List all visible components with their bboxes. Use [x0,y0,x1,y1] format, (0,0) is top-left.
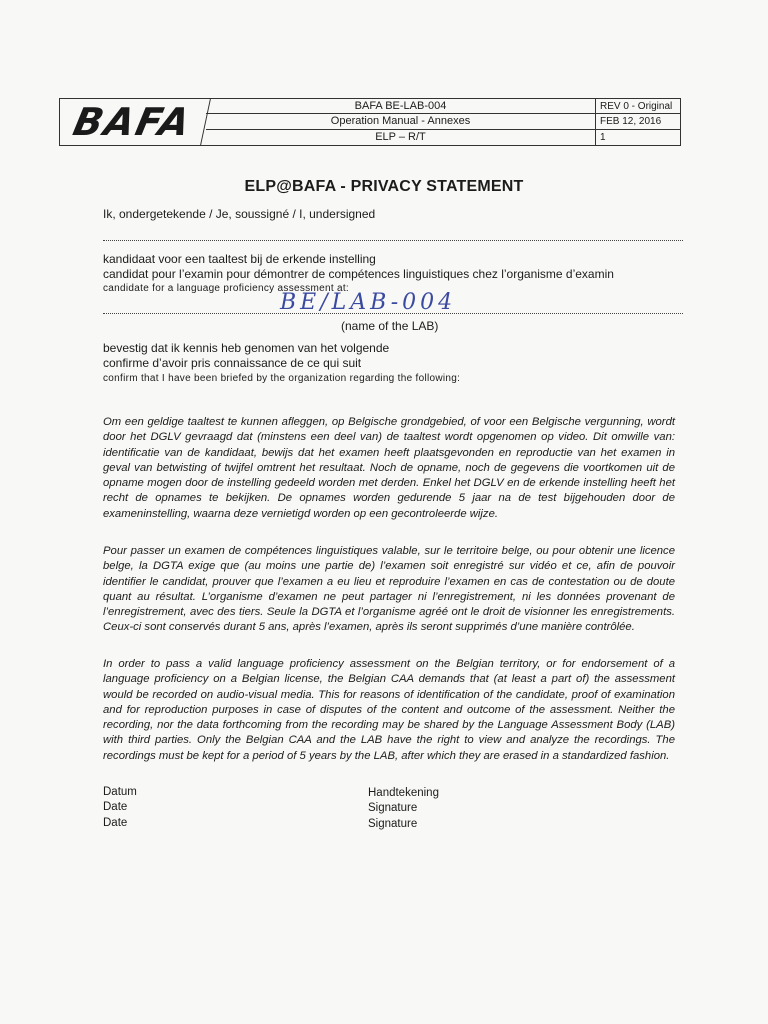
date-label-en: Date [103,817,128,829]
signature-label-fr: Signature [368,802,418,814]
header-table [59,98,681,146]
date-label-nl: Datum [103,786,137,798]
lab-handwritten-entry: BE/LAB-004 [280,290,457,315]
lab-fill-line [103,313,683,314]
paragraph-fr: Pour passer un examen de compétences linguistiques valable, sur le territoire belge, ou pour obtenir une licence belge, la DGTA exige que (au moins une partie de) l’examen soit enregistré sur vidéo et ce, afin de pouvoir identifier le candidat, prouver que l’examen a eu lieu et reproduire l’examen en cas de contestation ou de doute quant au résultat. L’organisme d’examen ne peut partager ni l’enregistrement, ni les données provenant de l’enregistrement, avec des tiers. Seule la DGTA et l’organisme agréé ont le droit de visionner les enregistrements. Ceux-ci sont conservés durant 5 ans, après l’examen, après ils seront supprimés d’une manière contrôlée. [103,545,675,634]
section-cell: ELP – R/T [206,130,596,145]
candidate-fr: candidat pour l’examin pour démontrer de compétences linguistiques chez l’organisme d’examin [103,267,614,281]
manual-cell: Operation Manual - Annexes [206,114,596,129]
doc-id-cell: BAFA BE-LAB-004 [206,99,596,114]
lab-caption: (name of the LAB) [341,319,439,333]
revision-cell: REV 0 - Original [596,99,680,114]
page-number-cell: 1 [600,131,606,143]
paragraph-nl: Om een geldige taaltest te kunnen afleggen, op Belgische grondgebied, of voor een Belgische vergunning, wordt door het DGLV gevraagd dat (minstens een deel van) de taaltest wordt opgenomen op video. Dit omwille van: identificatie van de kandidaat, bewijs dat het examen heeft plaatsgevonden en reproductie van het examen in geval van betwisting of twijfel omtrent het resultaat. Noch de opname, noch de gegevens die voortkomen uit de opname mogen door de instelling gedeeld worden met derden. Enkel het DGLV en de erkende instelling heeft het recht de opnames te bekijken. De opnames worden gedurende 5 jaar na de test bijgehouden door de exameninstelling, waarna deze vernietigd worden op een gecontroleerde wijze. [103,416,675,520]
paragraph-en: In order to pass a valid language proficiency assessment on the Belgian territory, or for endorsement of a language proficiency on a Belgian license, the Belgian CAA demands that (at least a part of) the assessment would be recorded on audio-visual media. This for reasons of identification of the candidate, proof of examination and for reproduction purposes in case of disputes of the content and outcome of the assessment. Neither the recording, nor the data forthcoming from the recording may be shared by the Language Assessment Body (LAB) with third parties. Only the Belgian CAA and the LAB have the right to view and analyze the recordings. The recordings must be kept for a period of 5 years by the LAB, after which they are erased in a standardized fashion. [103,658,675,762]
signature-label-en: Signature [368,818,418,830]
bafa-logo: BAFA [55,99,211,145]
undersigned-label: Ik, ondergetekende / Je, soussigné / I, undersigned [103,207,376,221]
acknowledge-en: confirm that I have been briefed by the organization regarding the following: [103,373,461,384]
page-title: ELP@BAFA - PRIVACY STATEMENT [244,178,524,195]
candidate-nl: kandidaat voor een taaltest bij de erkende instelling [103,252,376,266]
date-label-fr: Date [103,801,128,813]
date-cell: FEB 12, 2016 [596,114,680,129]
acknowledge-fr: confirme d’avoir pris connaissance de ce qui suit [103,356,362,370]
candidate-en: candidate for a language proficiency assessment at: [103,283,349,294]
acknowledge-nl: bevestig dat ik kennis heb genomen van het volgende [103,341,390,355]
name-fill-line [103,240,683,241]
signature-label-nl: Handtekening [368,787,439,799]
